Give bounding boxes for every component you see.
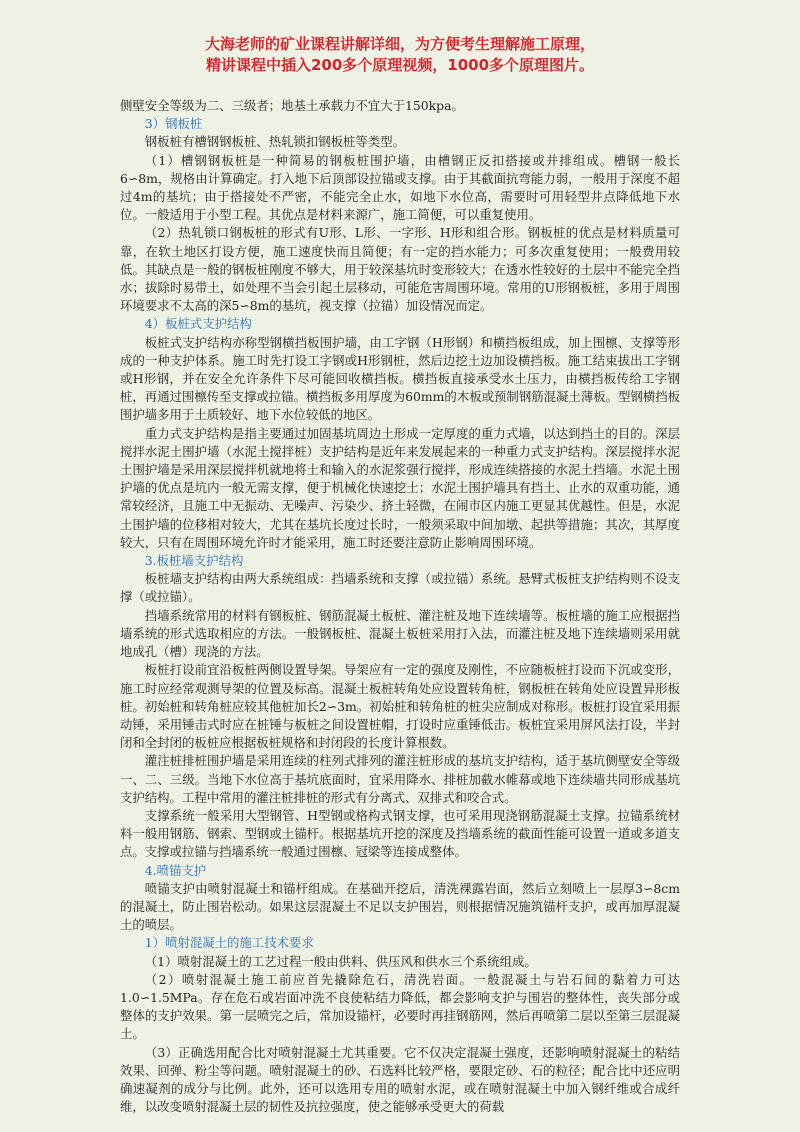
section-heading-sheet-wall: 3.板桩墙支护结构 (144, 553, 244, 569)
paragraph: 灌注桩排桩围护墙是采用连续的柱列式排列的灌注桩形成的基坑支护结构，适于基坑侧壁安全等级一、二、三级。当地下水位高于基坑底面时，宜采用降水、排桩加截水帷幕或地下连续墙共同形成基坑支护结构。工程中常用的灌注桩排桩的形式有分离式、双排式和咬合式。 (120, 753, 680, 805)
paragraph: 侧壁安全等级为二、三级者；地基土承载力不宜大于150kpa。 (120, 98, 464, 113)
document-body (120, 97, 680, 1116)
section-heading-sheet-pile: 3）钢板桩 (144, 116, 203, 132)
paragraph: 支撑系统一般采用大型钢管、H型钢或格构式钢支撑，也可采用现浇钢筋混凝土支撑。拉锚系统材料一般用钢筋、钢索、型钢或土锚杆。根据基坑开挖的深度及挡墙系统的截面性能可设置一道或多道支点。支撑或拉锚与挡墙系统一般通过围檩、冠梁等连接成整体。 (120, 807, 680, 860)
paragraph: 板桩墙支护结构由两大系统组成：挡墙系统和支撑（或拉锚）系统。悬臂式板桩支护结构则不设支撑（或拉锚）。 (120, 571, 680, 605)
promo-banner (0, 34, 800, 76)
paragraph: （3）正确选用配合比对喷射混凝土尤其重要。它不仅决定混凝土强度，还影响喷射混凝土的粘结效果、回弹、粉尘等问题。喷射混凝土的砂、石选料比较严格，要限定砂、石的粒径；配合比中还应明确速凝剂的成分与比例。此外，还可以选用专用的喷射水泥，或在喷射混凝土中加入钢纤维或合成纤维，以改变喷射混凝土层的韧性及抗拉强度，使之能够承受更大的荷载 (120, 1044, 680, 1115)
banner-line-2: 精讲课程中插入200多个原理视频，1000多个原理图片。 (205, 56, 595, 74)
section-heading-soldier-pile: 4）板桩式支护结构 (144, 316, 252, 332)
paragraph: 挡墙系统常用的材料有钢板桩、钢筋混凝土板桩、灌注桩及地下连续墙等。板桩墙的施工应根据挡墙系统的形式选取相应的方法。一般钢板桩、混凝土板桩采用打入法，而灌注桩及地下连续墙则采用就地成孔（槽）现浇的方法。 (120, 607, 680, 660)
paragraph: （2）喷射混凝土施工前应首先撬除危石，清洗岩面。一般混凝土与岩石间的黏着力可达1.0∽1.5MPa。存在危石或岩面冲洗不良使粘结力降低，都会影响支护与围岩的整体性，丧失部分或整体的支护效果。第一层喷完之后，常加设锚杆，必要时再挂钢筋网，然后再喷第二层以至第三层混凝土。 (120, 971, 680, 1042)
paragraph: （1）槽钢钢板桩是一种简易的钢板桩围护墙，由槽钢正反扣搭接或并排组成。槽钢一般长6∽8m，规格由计算确定。打入地下后顶部设拉锚或支撑。由于其截面抗弯能力弱，一般用于深度不超过4m的基坑；由于搭接处不严密，不能完全止水，如地下水位高，需要时可用轻型井点降低地下水位。一般适用于小型工程。其优点是材料来源广，施工简便，可以重复使用。 (120, 152, 680, 223)
section-heading-shotcrete: 4.喷锚支护 (144, 862, 207, 878)
paragraph: 板桩打设前宜沿板桩两侧设置导架。导架应有一定的强度及刚性，不应随板桩打设而下沉或变形，施工时应经常观测导架的位置及标高。混凝土板桩转角处应设置转角桩，钢板桩在转角处应设置异形板桩。初始桩和转角桩应较其他桩加长2∽3m。初始桩和转角桩的桩尖应制成对称形。板桩打设宜采用振动锤，采用锤击式时应在桩锤与板桩之间设置桩帽，打设时应重锤低击。板桩宜采用屏风法打设，半封闭和全封闭的板桩应根据板桩规格和封闭段的长度计算根数。 (120, 662, 680, 751)
paragraph: 重力式支护结构是指主要通过加固基坑周边土形成一定厚度的重力式墙，以达到挡土的目的。深层搅拌水泥土围护墙（水泥土搅拌桩）支护结构是近年来发展起来的一种重力式支护结构。深层搅拌水泥土围护墙是采用深层搅拌机就地将土和输入的水泥浆强行搅拌，形成连续搭接的水泥土挡墙。水泥土围护墙的优点是坑内一般无需支撑，便于机械化快速挖土；水泥土围护墙具有挡土、止水的双重功能，通常较经济，且施工中无振动、无噪声、污染少、挤土轻微，在闹市区内施工更显其优越性。但是，水泥土围护墙的位移相对较大，尤其在基坑长度过长时，一般须采取中间加墩、起拱等措施；其次，其厚度较大，只有在周围环境允许时才能采用，施工时还要注意防止影响周围环境。 (120, 425, 680, 550)
paragraph: 喷锚支护由喷射混凝土和锚杆组成。在基础开挖后，清洗裸露岩面，然后立刻喷上一层厚3∽8cm的混凝土，防止围岩松动。如果这层混凝土不足以支护围岩，则根据情况施筑锚杆支护，或再加厚混凝土的喷层。 (120, 880, 680, 933)
paragraph: （1）喷射混凝土的工艺过程一般由供料、供压风和供水三个系统组成。 (144, 953, 537, 969)
paragraph: （2）热轧锁口钢板桩的形式有U形、L形、一字形、H形和组合形。钢板桩的优点是材料质量可靠，在软土地区打设方便，施工速度快而且简便；有一定的挡水能力；可多次重复使用；一般费用较低。其缺点是一般的钢板桩刚度不够大，用于较深基坑时变形较大；在透水性较好的土层中不能完全挡水；拔除时易带土，如处理不当会引起土层移动，可能危害周围环境。常用的U形钢板桩，多用于周围环境要求不太高的深5∽8m的基坑，视支撑（拉锚）加设情况而定。 (120, 225, 680, 314)
paragraph: 钢板桩有槽钢钢板桩、热轧锁扣钢板桩等类型。 (144, 134, 405, 150)
paragraph: 板桩式支护结构亦称型钢横挡板围护墙，由工字钢（H形钢）和横挡板组成，加上围檩、支撑等形成的一种支护体系。施工时先打设工字钢或H形钢桩，然后边挖土边加设横挡板。施工结束拔出工字钢或H形钢，并在安全允许条件下尽可能回收横挡板。横挡板直接承受水土压力，由横挡板传给工字钢桩，再通过围檩传至支撑或拉锚。横挡板多用厚度为60mm的木板或预制钢筋混凝土薄板。型钢横挡板围护墙多用于土质较好、地下水位较低的地区。 (120, 334, 680, 423)
banner-line-1: 大海老师的矿业课程讲解详细，为方便考生理解施工原理， (204, 35, 595, 53)
section-heading-shotcrete-requirements: 1）喷射混凝土的施工技术要求 (144, 935, 314, 951)
